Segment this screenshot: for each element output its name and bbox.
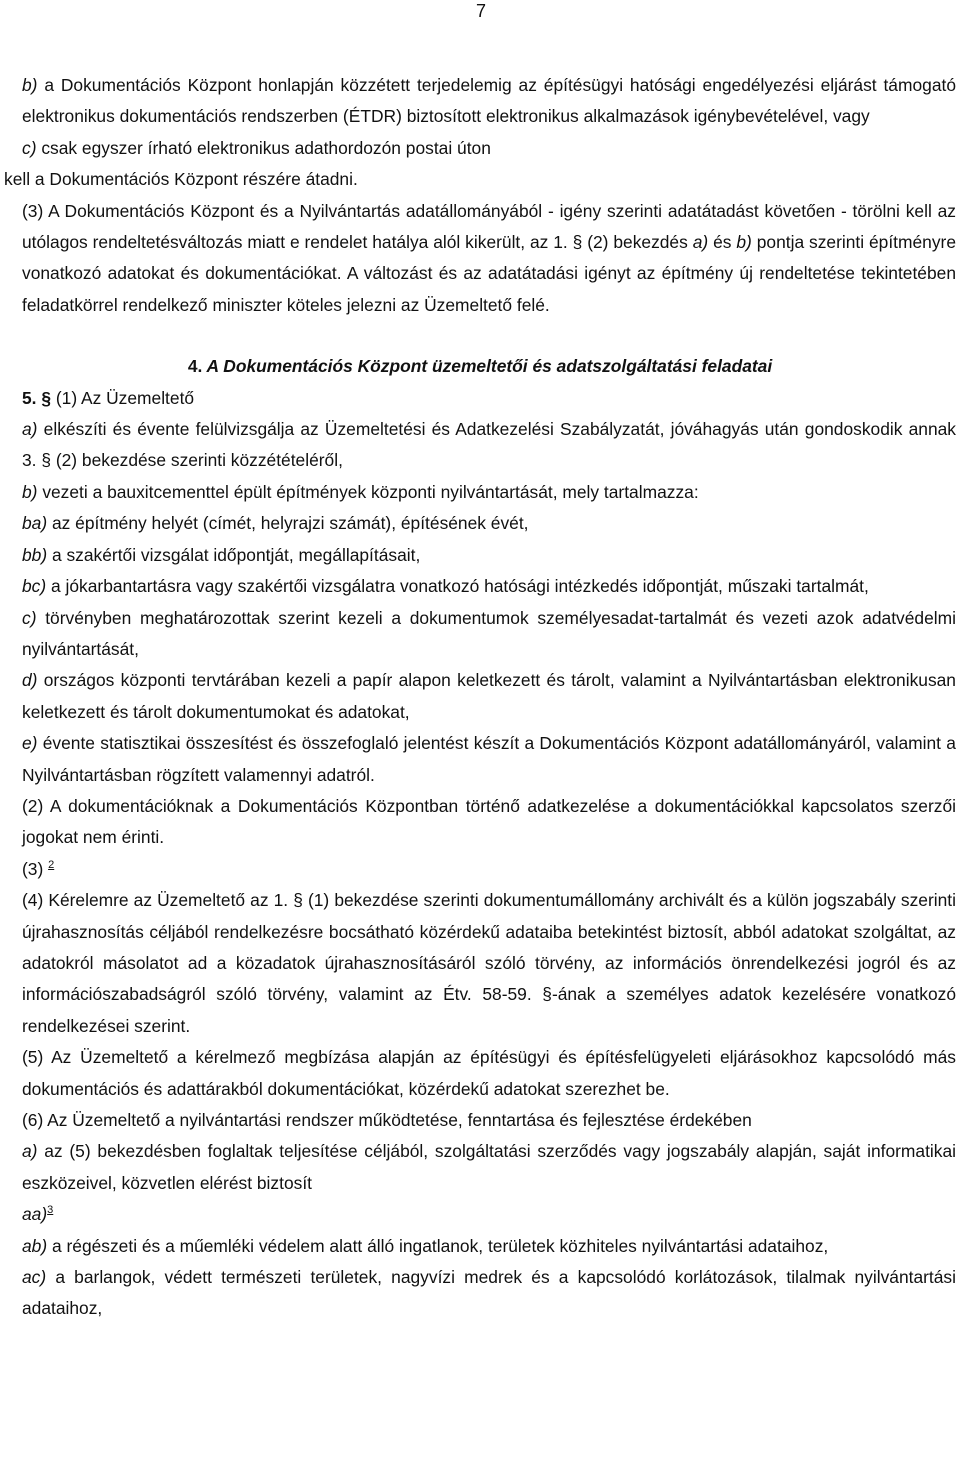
heading-title: A Dokumentációs Központ üzemeltetői és adatszolgáltatási feladatai [206,356,773,377]
point-label: ac) [22,1267,47,1288]
section-5-paragraph-4: (4) Kérelemre az Üzemeltető az 1. § (1) bekezdése szerinti dokumentumállomány archivált és a külön jogszabály szerinti újrahasznosítás céljából rendelkezésre bocsátható közérdekű adataiba betekintést biztosít, abból adatokat szolgáltat, az adatokról másolatot ad a közadatok újrahasznosításáról szóló törvény, az információs önrendelkezési jogról és az információszabadságról szóló törvény, valamint az Étv. 58-59. §-ának a személyes adatok kezelésére vonatkozó rendelkezései szerint. [22,890,956,1036]
point-label: b) [22,481,38,502]
point-label: b) [22,75,38,95]
section-5-paragraph-5: (5) Az Üzemeltető a kérelmező megbízása alapján az építésügyi és építésfelügyeleti eljárásokhoz kapcsolódó más dokumentációs és adattárakból dokumentációkat, közérdekű adatokat szerezhet be. [22,1047,956,1099]
point-label: c) [22,607,37,628]
point-a [4,414,956,477]
point-label: ab) [22,1235,48,1256]
paragraph-text: évente statisztikai összesítést és összefoglaló jelentést készít a Dokumentációs Központ adatállományáról, valamint a Nyilvántartásban rögzített valamennyi adatról. [22,733,956,785]
paragraph-text: törvényben meghatározottak szerint kezeli a dokumentumok személyesadat-tartalmát és vezeti azok adatvédelmi nyilvántartását, [22,607,956,659]
point-label: c) [22,137,37,158]
point-ab [4,1231,956,1262]
paragraph-text: elkészíti és évente felülvizsgálja az Üzemeltetési és Adatkezelési Szabályzatát, jóváhagyás után gondoskodik annak 3. § (2) bekezdése szerinti közzétételéről, [22,419,956,471]
paragraph-text: (1) Az Üzemeltető [55,387,195,408]
footnote-reference[interactable]: 2 [48,858,55,871]
point-label: d) [22,670,38,691]
point-ac [4,1262,956,1325]
paragraph-text: a régészeti és a műemléki védelem alatt álló ingatlanok, területek közhiteles nyilvántartási adataihoz, [51,1235,829,1256]
paragraph-c-media [4,133,956,164]
section-label: 5. § [22,387,52,408]
paragraph-text: a szakértői vizsgálat időpontját, megállapításait, [51,544,421,565]
section-5-paragraph-3 [4,854,956,885]
section-5-paragraph-6: (6) Az Üzemeltető a nyilvántartási rendszer működtetése, fenntartása és fejlesztése érdekében [22,1110,752,1130]
point-bc [4,571,956,602]
heading-number: 4. [187,356,203,377]
point-label: a) [22,1141,38,1162]
point-label: ba) [22,513,48,534]
paragraph-text: a jókarbantartásra vagy szakértői vizsgálatra vonatkozó hatósági intézkedés időpontját, műszaki tartalmát, [51,576,869,597]
paragraph-text: csak egyszer írható elektronikus adathordozón postai úton [41,137,491,158]
section-5-intro [4,383,956,414]
section-heading [4,351,956,382]
paragraph-text: országos központi tervtárában kezeli a papír alapon keletkezett és tárolt, valamint a Nyilvántartásban elektronikusan keletkezett és tárolt dokumentumokat és adatokat, [22,670,956,722]
paragraph-text: (3) A Dokumentációs Központ és a Nyilvántartás adatállományából - igény szerinti adatátadást követően - törölni kell az utólagos rendeltetésváltozás miatt e rendelet hatálya alól kikerült, az 1. § (2) bekezdés [22,200,956,253]
point-c [4,603,956,666]
paragraph-text: pontja szerinti építményre vonatkozó adatokat és dokumentációkat. A változást és az adatátadási igényt az építmény új rendeltetése tekintetében feladatkörrel rendelkező miniszter köteles jelezni az Üzemeltető felé. [22,232,956,315]
point-aa [4,1199,956,1230]
paragraph-text: a Dokumentációs Központ honlapján közzétett terjedelemig az építésügyi hatósági engedélyezési eljárást támogató elektronikus dokumentációs rendszerben (ÉTDR) biztosított elektronikus alkalmazások igénybevételével, vagy [22,75,956,127]
page-number: 7 [475,1,486,21]
point-label: a) [22,419,38,440]
point-e [4,728,956,791]
paragraph-text: a barlangok, védett természeti területek, nagyvízi medrek és a kapcsolódó korlátozások, tilalmak nyilvántartási adataihoz, [22,1267,956,1319]
point-label: a) [692,232,709,253]
paragraph-text: az építmény helyét (címét, helyrajzi számát), építésének évét, [51,513,529,534]
point-label: e) [22,733,38,754]
paragraph-c-continuation: kell a Dokumentációs Központ részére átadni. [4,169,358,190]
paragraph-label: (3) [22,858,44,879]
point-ba [4,508,956,539]
paragraph-text: és [713,232,732,253]
point-b [4,477,956,508]
point-label: b) [736,232,752,253]
paragraph-b-etdr [4,70,956,133]
section-5-paragraph-2: (2) A dokumentációknak a Dokumentációs Központban történő adatkezelése a dokumentációkkal kapcsolatos szerzői jogokat nem érinti. [22,795,956,848]
paragraph-text: az (5) bekezdésben foglaltak teljesítése céljából, szolgáltatási szerződés vagy jogszabály alapján, saját informatikai eszközeivel, közvetlen elérést biztosít [22,1141,956,1193]
point-6a [4,1136,956,1199]
footnote-reference[interactable]: 3 [47,1204,54,1217]
paragraph-3 [4,196,956,322]
point-bb [4,540,956,571]
point-label: aa) [22,1204,48,1225]
point-label: bc) [22,576,47,597]
point-d [4,665,956,728]
document-body [4,70,956,1325]
paragraph-text: vezeti a bauxitcementtel épült építmények központi nyilvántartását, mely tartalmazza: [42,481,699,502]
point-label: bb) [22,544,48,565]
